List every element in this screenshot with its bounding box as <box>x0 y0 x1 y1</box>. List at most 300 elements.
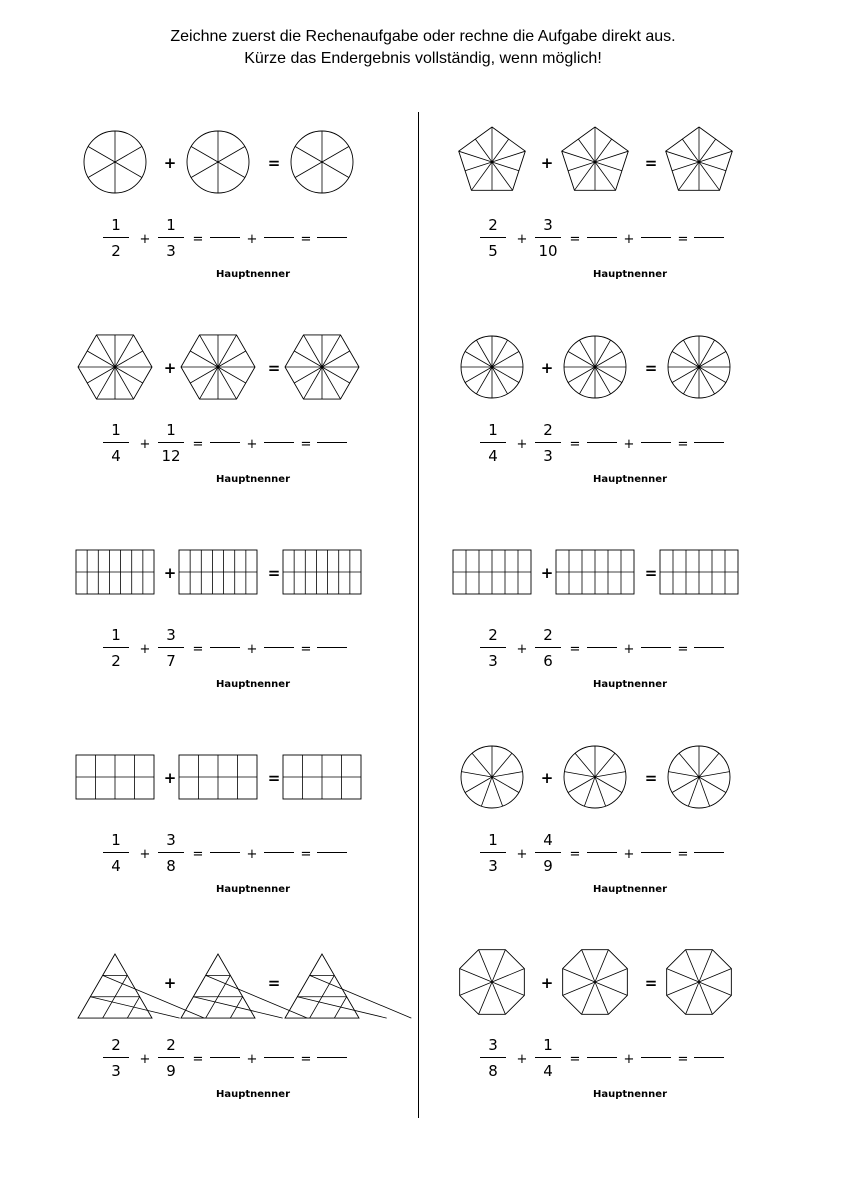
hauptnenner-label: Hauptnenner <box>215 1089 291 1100</box>
answer-blank[interactable] <box>210 1057 240 1058</box>
first-addend-shape[interactable] <box>75 942 155 1022</box>
equals-sign: = <box>644 359 658 377</box>
answer-blank[interactable] <box>210 442 240 443</box>
fraction-bar <box>158 1057 184 1058</box>
grid-line <box>334 997 346 1018</box>
first-fraction <box>103 422 129 464</box>
division-line <box>115 351 143 367</box>
second-addend-shape[interactable] <box>178 737 258 817</box>
plus-sign: + <box>139 232 151 247</box>
answer-blank[interactable] <box>587 647 617 648</box>
division-line <box>699 139 716 162</box>
fraction-bar <box>480 237 506 238</box>
equals-sign: = <box>300 1052 312 1067</box>
equals-sign: = <box>300 437 312 452</box>
division-line <box>322 351 350 367</box>
second-addend-shape[interactable] <box>178 942 258 1022</box>
result-blank[interactable] <box>694 852 724 853</box>
division-line <box>218 367 246 383</box>
fraction-bar <box>480 1057 506 1058</box>
division-line <box>465 777 492 793</box>
division-line <box>294 367 322 383</box>
division-line <box>574 162 595 190</box>
first-fraction <box>103 627 129 669</box>
column-divider <box>418 112 419 1118</box>
denominator: 9 <box>543 857 553 875</box>
division-line <box>87 351 115 367</box>
division-line <box>322 367 341 399</box>
plus-sign: + <box>246 232 258 247</box>
result-blank[interactable] <box>694 647 724 648</box>
numerator: 2 <box>111 1036 121 1054</box>
numerator: 4 <box>543 831 553 849</box>
first-fraction <box>480 1037 506 1079</box>
fraction-bar <box>103 1057 129 1058</box>
numerator: 2 <box>488 626 498 644</box>
plus-sign: + <box>246 847 258 862</box>
division-line <box>699 772 730 777</box>
division-line <box>218 162 245 178</box>
hauptnenner-label: Hauptnenner <box>592 884 668 895</box>
plus-sign: + <box>516 437 528 452</box>
division-line <box>97 335 116 367</box>
plus-sign: + <box>516 642 528 657</box>
plus-sign: + <box>139 1052 151 1067</box>
exercise-3 <box>60 317 390 517</box>
division-line <box>97 367 116 399</box>
fraction-bar <box>103 442 129 443</box>
second-addend-shape[interactable] <box>555 942 635 1022</box>
second-addend-shape[interactable] <box>178 122 258 202</box>
denominator: 12 <box>161 447 181 465</box>
exercise-7 <box>60 727 390 927</box>
plus-sign: + <box>516 232 528 247</box>
plus-sign: + <box>163 769 177 787</box>
first-fraction <box>103 832 129 874</box>
result-shape[interactable] <box>282 327 362 407</box>
denominator: 4 <box>543 1062 553 1080</box>
fraction-bar <box>103 647 129 648</box>
second-fraction <box>535 627 561 669</box>
answer-blank[interactable] <box>264 647 294 648</box>
division-line <box>191 147 218 163</box>
division-line <box>568 777 595 793</box>
division-line <box>304 367 323 399</box>
first-addend-shape[interactable] <box>75 532 155 612</box>
hauptnenner-label: Hauptnenner <box>592 1089 668 1100</box>
hauptnenner-label: Hauptnenner <box>215 269 291 280</box>
numerator: 2 <box>543 421 553 439</box>
equals-sign: = <box>569 1052 581 1067</box>
hauptnenner-label: Hauptnenner <box>215 884 291 895</box>
numerator: 2 <box>488 216 498 234</box>
result-blank[interactable] <box>317 647 347 648</box>
first-fraction <box>103 1037 129 1079</box>
equals-sign: = <box>644 154 658 172</box>
fraction-bar <box>480 442 506 443</box>
equals-sign: = <box>644 564 658 582</box>
fraction-bar <box>535 1057 561 1058</box>
result-blank[interactable] <box>694 442 724 443</box>
division-line <box>699 151 732 162</box>
first-fraction <box>480 217 506 259</box>
equals-sign: = <box>300 232 312 247</box>
answer-blank[interactable] <box>210 237 240 238</box>
division-line <box>481 777 492 806</box>
denominator: 5 <box>488 242 498 260</box>
hauptnenner-label: Hauptnenner <box>592 269 668 280</box>
plus-sign: + <box>540 564 554 582</box>
plus-sign: + <box>516 847 528 862</box>
first-addend-shape[interactable] <box>452 532 532 612</box>
equals-sign: = <box>569 847 581 862</box>
division-line <box>578 139 595 162</box>
division-line <box>699 777 710 806</box>
division-line <box>568 162 595 171</box>
answer-blank[interactable] <box>587 852 617 853</box>
numerator: 3 <box>166 831 176 849</box>
result-shape[interactable] <box>282 737 362 817</box>
plus-sign: + <box>246 437 258 452</box>
division-line <box>461 772 492 777</box>
numerator: 1 <box>488 831 498 849</box>
fraction-bar <box>158 647 184 648</box>
division-line <box>595 777 606 806</box>
equals-sign: = <box>677 232 689 247</box>
first-addend-shape[interactable] <box>75 737 155 817</box>
answer-blank[interactable] <box>210 647 240 648</box>
division-line <box>190 351 218 367</box>
division-line <box>475 139 492 162</box>
equals-sign: = <box>569 437 581 452</box>
grid-line <box>127 997 139 1018</box>
numerator: 2 <box>543 626 553 644</box>
denominator: 3 <box>543 447 553 465</box>
division-line <box>87 367 115 383</box>
division-line <box>88 162 115 178</box>
answer-blank[interactable] <box>641 852 671 853</box>
exercise-5 <box>60 522 390 722</box>
division-line <box>191 162 218 178</box>
plus-sign: + <box>623 1052 635 1067</box>
first-addend-shape[interactable] <box>452 942 532 1022</box>
equals-sign: = <box>644 974 658 992</box>
result-blank[interactable] <box>317 237 347 238</box>
division-line <box>115 162 142 178</box>
division-line <box>492 777 503 806</box>
denominator: 2 <box>111 652 121 670</box>
denominator: 4 <box>111 447 121 465</box>
division-line <box>668 772 699 777</box>
division-line <box>322 367 350 383</box>
division-line <box>322 147 349 163</box>
second-fraction <box>158 627 184 669</box>
instructions <box>0 26 846 70</box>
division-line <box>295 162 322 178</box>
division-line <box>492 777 519 793</box>
plus-sign: + <box>540 769 554 787</box>
division-line <box>666 151 699 162</box>
grid-line <box>90 997 179 1018</box>
answer-blank[interactable] <box>210 852 240 853</box>
fraction-bar <box>480 852 506 853</box>
plus-sign: + <box>623 642 635 657</box>
result-blank[interactable] <box>694 237 724 238</box>
result-shape[interactable] <box>282 122 362 202</box>
division-line <box>88 147 115 163</box>
plus-sign: + <box>163 359 177 377</box>
division-line <box>688 777 699 806</box>
grid-line <box>297 997 386 1018</box>
division-line <box>472 753 492 777</box>
division-line <box>492 139 509 162</box>
second-fraction <box>158 217 184 259</box>
division-line <box>595 139 612 162</box>
answer-blank[interactable] <box>587 237 617 238</box>
denominator: 7 <box>166 652 176 670</box>
equals-sign: = <box>569 642 581 657</box>
division-line <box>322 335 341 367</box>
fraction-bar <box>103 237 129 238</box>
plus-sign: + <box>246 1052 258 1067</box>
division-line <box>682 139 699 162</box>
division-line <box>218 351 246 367</box>
plus-sign: + <box>540 974 554 992</box>
division-line <box>294 351 322 367</box>
plus-sign: + <box>623 232 635 247</box>
division-line <box>465 162 492 171</box>
plus-sign: + <box>163 564 177 582</box>
division-line <box>595 162 616 190</box>
division-line <box>322 162 349 178</box>
plus-sign: + <box>246 642 258 657</box>
division-line <box>471 162 492 190</box>
division-line <box>595 162 622 171</box>
equals-sign: = <box>267 564 281 582</box>
exercise-8 <box>437 727 767 927</box>
equals-sign: = <box>192 232 204 247</box>
second-addend-shape[interactable] <box>555 122 635 202</box>
first-fraction <box>480 832 506 874</box>
first-fraction <box>103 217 129 259</box>
division-line <box>575 753 595 777</box>
answer-blank[interactable] <box>587 442 617 443</box>
plus-sign: + <box>623 847 635 862</box>
answer-blank[interactable] <box>264 1057 294 1058</box>
first-addend-shape[interactable] <box>75 122 155 202</box>
plus-sign: + <box>139 847 151 862</box>
division-line <box>115 367 134 399</box>
numerator: 3 <box>166 626 176 644</box>
second-addend-shape[interactable] <box>178 532 258 612</box>
division-line <box>699 162 726 171</box>
result-shape[interactable] <box>659 327 739 407</box>
denominator: 4 <box>488 447 498 465</box>
grid-line <box>230 997 242 1018</box>
hauptnenner-label: Hauptnenner <box>592 474 668 485</box>
first-addend-shape[interactable] <box>452 737 532 817</box>
answer-blank[interactable] <box>264 852 294 853</box>
result-blank[interactable] <box>317 1057 347 1058</box>
answer-blank[interactable] <box>641 1057 671 1058</box>
answer-blank[interactable] <box>587 1057 617 1058</box>
hauptnenner-label: Hauptnenner <box>215 474 291 485</box>
result-blank[interactable] <box>317 442 347 443</box>
division-line <box>699 777 726 793</box>
second-addend-shape[interactable] <box>555 737 635 817</box>
fraction-bar <box>158 442 184 443</box>
division-line <box>678 162 699 190</box>
result-shape[interactable] <box>659 737 739 817</box>
division-line <box>672 162 699 171</box>
fraction-bar <box>480 647 506 648</box>
instruction-line-2: Kürze das Endergebnis vollständig, wenn möglich! <box>244 50 602 67</box>
division-line <box>218 367 237 399</box>
equals-sign: = <box>267 359 281 377</box>
numerator: 3 <box>543 216 553 234</box>
denominator: 10 <box>538 242 558 260</box>
answer-blank[interactable] <box>264 237 294 238</box>
plus-sign: + <box>540 154 554 172</box>
equals-sign: = <box>267 769 281 787</box>
division-line <box>595 151 628 162</box>
second-fraction <box>535 422 561 464</box>
plus-sign: + <box>540 359 554 377</box>
fraction-bar <box>158 852 184 853</box>
division-line <box>115 147 142 163</box>
second-fraction <box>535 832 561 874</box>
numerator: 1 <box>111 421 121 439</box>
first-addend-shape[interactable] <box>452 327 532 407</box>
equals-sign: = <box>267 154 281 172</box>
division-line <box>492 162 513 190</box>
division-line <box>584 777 595 806</box>
equals-sign: = <box>677 642 689 657</box>
numerator: 1 <box>488 421 498 439</box>
plus-sign: + <box>163 154 177 172</box>
second-fraction <box>158 1037 184 1079</box>
plus-sign: + <box>139 642 151 657</box>
second-addend-shape[interactable] <box>178 327 258 407</box>
second-fraction <box>535 217 561 259</box>
fraction-bar <box>535 852 561 853</box>
fraction-bar <box>535 647 561 648</box>
plus-sign: + <box>623 437 635 452</box>
equals-sign: = <box>677 847 689 862</box>
second-addend-shape[interactable] <box>555 532 635 612</box>
second-fraction <box>158 422 184 464</box>
numerator: 1 <box>111 216 121 234</box>
division-line <box>595 772 626 777</box>
answer-blank[interactable] <box>641 442 671 443</box>
division-line <box>492 753 512 777</box>
denominator: 3 <box>488 652 498 670</box>
exercise-1 <box>60 112 390 312</box>
division-line <box>304 335 323 367</box>
denominator: 8 <box>166 857 176 875</box>
second-addend-shape[interactable] <box>555 327 635 407</box>
exercise-4 <box>437 317 767 517</box>
numerator: 1 <box>111 831 121 849</box>
denominator: 6 <box>543 652 553 670</box>
second-fraction <box>535 1037 561 1079</box>
division-line <box>115 335 134 367</box>
equals-sign: = <box>644 769 658 787</box>
plus-sign: + <box>139 437 151 452</box>
plus-sign: + <box>516 1052 528 1067</box>
division-line <box>459 151 492 162</box>
answer-blank[interactable] <box>641 237 671 238</box>
equals-sign: = <box>192 847 204 862</box>
equals-sign: = <box>267 974 281 992</box>
division-line <box>595 777 622 793</box>
exercise-10 <box>437 932 767 1132</box>
division-line <box>190 367 218 383</box>
numerator: 1 <box>166 421 176 439</box>
equals-sign: = <box>300 642 312 657</box>
division-line <box>295 147 322 163</box>
division-line <box>699 753 719 777</box>
division-line <box>562 151 595 162</box>
denominator: 2 <box>111 242 121 260</box>
result-shape[interactable] <box>282 532 362 612</box>
numerator: 3 <box>488 1036 498 1054</box>
equals-sign: = <box>300 847 312 862</box>
hauptnenner-label: Hauptnenner <box>592 679 668 690</box>
equals-sign: = <box>192 437 204 452</box>
division-line <box>115 367 143 383</box>
denominator: 3 <box>166 242 176 260</box>
equals-sign: = <box>677 437 689 452</box>
hauptnenner-label: Hauptnenner <box>215 679 291 690</box>
exercise-6 <box>437 522 767 722</box>
result-shape[interactable] <box>282 942 362 1022</box>
fraction-bar <box>535 237 561 238</box>
result-shape[interactable] <box>659 942 739 1022</box>
division-line <box>492 162 519 171</box>
first-addend-shape[interactable] <box>452 122 532 202</box>
equals-sign: = <box>192 642 204 657</box>
result-blank[interactable] <box>317 852 347 853</box>
equals-sign: = <box>569 232 581 247</box>
division-line <box>218 147 245 163</box>
division-line <box>492 151 525 162</box>
division-line <box>595 753 615 777</box>
answer-blank[interactable] <box>641 647 671 648</box>
plus-sign: + <box>163 974 177 992</box>
denominator: 3 <box>488 857 498 875</box>
grid-line <box>193 997 282 1018</box>
division-line <box>679 753 699 777</box>
exercise-9 <box>60 932 390 1132</box>
second-fraction <box>158 832 184 874</box>
denominator: 4 <box>111 857 121 875</box>
denominator: 8 <box>488 1062 498 1080</box>
result-blank[interactable] <box>694 1057 724 1058</box>
fraction-bar <box>535 442 561 443</box>
first-fraction <box>480 627 506 669</box>
first-addend-shape[interactable] <box>75 327 155 407</box>
denominator: 3 <box>111 1062 121 1080</box>
denominator: 9 <box>166 1062 176 1080</box>
division-line <box>200 335 219 367</box>
equals-sign: = <box>192 1052 204 1067</box>
fraction-bar <box>158 237 184 238</box>
answer-blank[interactable] <box>264 442 294 443</box>
result-shape[interactable] <box>659 532 739 612</box>
result-shape[interactable] <box>659 122 739 202</box>
division-line <box>699 162 720 190</box>
